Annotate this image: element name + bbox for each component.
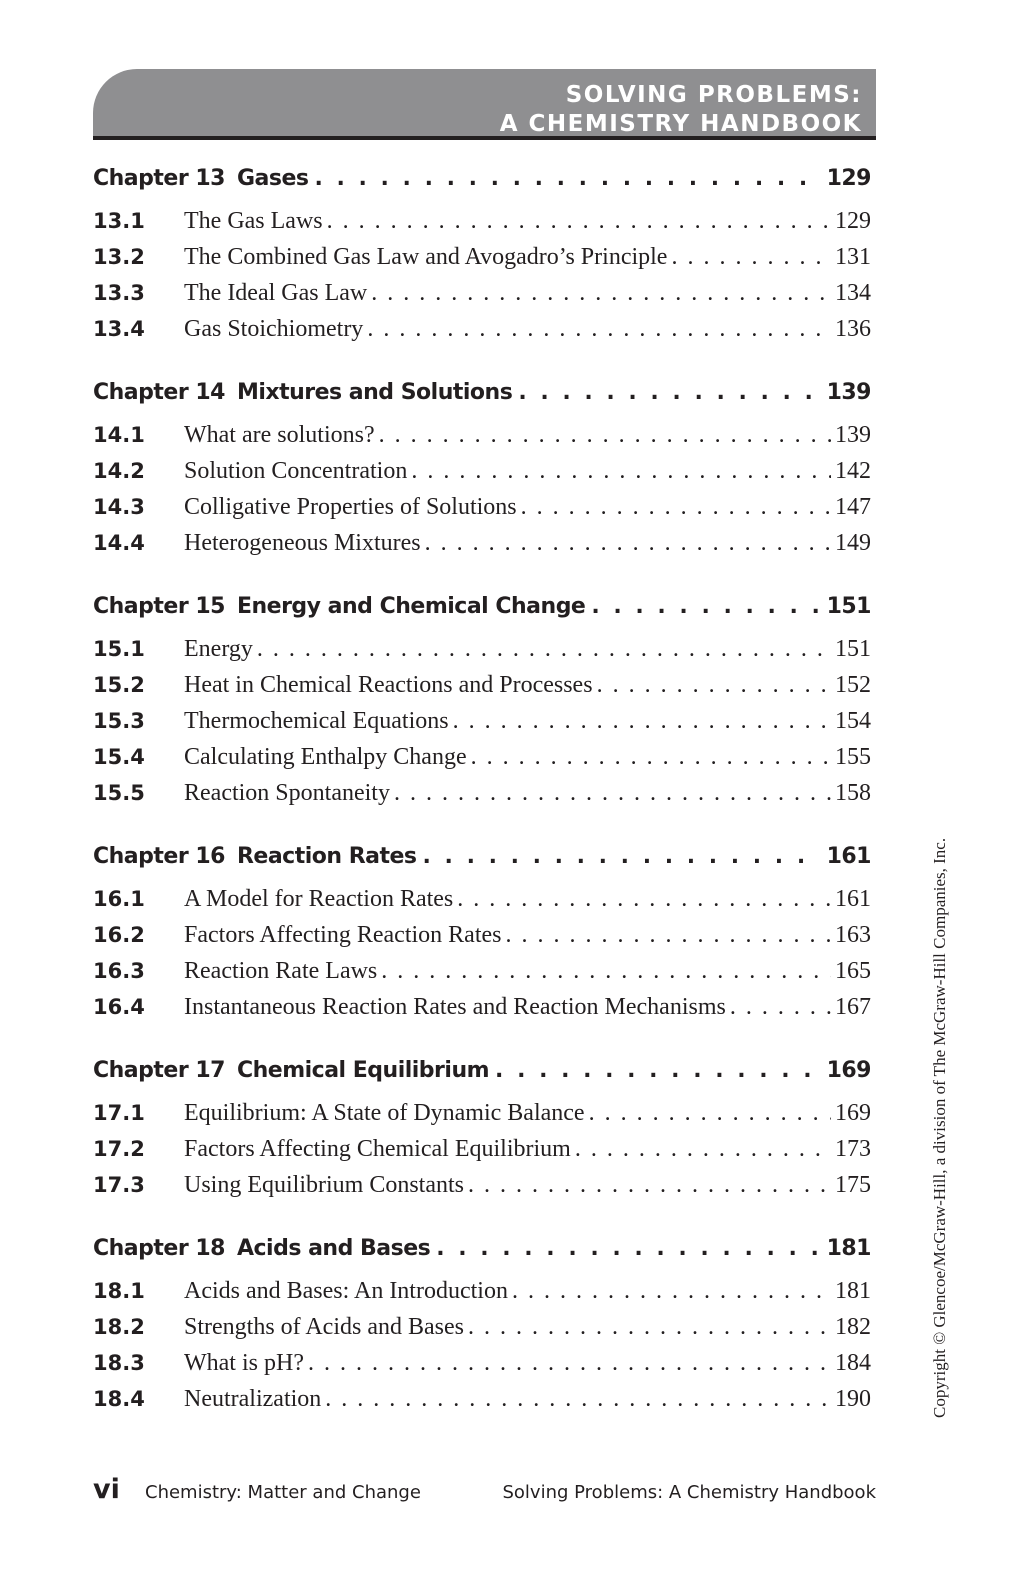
copyright-notice: Copyright © Glencoe/McGraw-Hill, a division of The McGraw-Hill Companies, Inc. [930, 837, 949, 1418]
dot-leader [325, 1386, 831, 1413]
toc-section-entry[interactable] [93, 636, 871, 672]
section-title: Energy [184, 636, 253, 662]
section-number: 17.2 [93, 1137, 145, 1161]
chapter-number: Chapter 18 [93, 1236, 225, 1261]
toc-section-entry[interactable] [93, 1386, 871, 1422]
section-number: 16.2 [93, 923, 145, 947]
chapter-page-number: 139 [826, 380, 871, 405]
chapter-number: Chapter 13 [93, 166, 225, 191]
section-number: 18.2 [93, 1315, 145, 1339]
chapter-title: Acids and Bases [236, 1236, 431, 1261]
toc-chapter [93, 1058, 871, 1208]
section-page-number: 161 [835, 886, 871, 912]
section-title: Heterogeneous Mixtures [184, 530, 421, 556]
section-page-number: 169 [835, 1100, 871, 1126]
chapter-page-number: 151 [826, 594, 871, 619]
chapter-page-number: 181 [826, 1236, 871, 1261]
chapter-label [93, 1236, 430, 1261]
section-page-number: 173 [835, 1136, 871, 1162]
section-title: Using Equilibrium Constants [184, 1172, 465, 1198]
dot-leader [589, 1100, 831, 1127]
dot-leader [314, 166, 820, 191]
dot-leader [471, 744, 831, 771]
banner-line-2: A CHEMISTRY HANDBOOK [499, 111, 862, 137]
dot-leader [591, 594, 820, 619]
section-number: 14.4 [93, 531, 145, 555]
section-page-number: 175 [835, 1172, 871, 1198]
section-number: 14.3 [93, 495, 145, 519]
section-number: 16.3 [93, 959, 145, 983]
section-title: Instantaneous Reaction Rates and Reaction Mechanisms [184, 994, 726, 1020]
chapter-title: Chemical Equilibrium [236, 1058, 490, 1083]
chapter-title: Mixtures and Solutions [236, 380, 513, 405]
chapter-heading[interactable] [93, 380, 871, 416]
section-title: What is pH? [184, 1350, 304, 1376]
chapter-heading[interactable] [93, 844, 871, 880]
chapter-heading[interactable] [93, 594, 871, 630]
chapter-heading[interactable] [93, 166, 871, 202]
toc-section-entry[interactable] [93, 1314, 871, 1350]
chapter-page-number: 169 [826, 1058, 871, 1083]
section-title: Factors Affecting Chemical Equilibrium [184, 1136, 571, 1162]
toc-section-entry[interactable] [93, 958, 871, 994]
section-title: Gas Stoichiometry [184, 316, 364, 342]
section-number: 14.1 [93, 423, 145, 447]
chapter-label [93, 1058, 489, 1083]
chapter-number: Chapter 15 [93, 594, 225, 619]
page-footer [93, 1474, 876, 1510]
toc-section-entry[interactable] [93, 780, 871, 816]
chapter-number: Chapter 14 [93, 380, 225, 405]
page-number: vi [93, 1474, 120, 1505]
toc-section-entry[interactable] [93, 994, 871, 1030]
toc-section-entry[interactable] [93, 886, 871, 922]
section-title: Factors Affecting Reaction Rates [184, 922, 502, 948]
section-page-number: 182 [835, 1314, 871, 1340]
section-banner [93, 69, 876, 140]
dot-leader [371, 280, 831, 307]
section-page-number: 152 [835, 672, 871, 698]
section-title: Solution Concentration [184, 458, 408, 484]
toc-chapter [93, 380, 871, 566]
toc-section-entry[interactable] [93, 1350, 871, 1386]
toc-section-entry[interactable] [93, 244, 871, 280]
toc-section-entry[interactable] [93, 422, 871, 458]
toc-section-entry[interactable] [93, 458, 871, 494]
banner-title [500, 81, 862, 139]
chapter-title: Gases [236, 166, 309, 191]
chapter-page-number: 129 [826, 166, 871, 191]
section-page-number: 139 [835, 422, 871, 448]
section-page-number: 184 [835, 1350, 871, 1376]
dot-leader [308, 1350, 831, 1377]
section-title: Thermochemical Equations [184, 708, 449, 734]
section-number: 13.4 [93, 317, 145, 341]
section-page-number: 134 [835, 280, 871, 306]
section-page-number: 163 [835, 922, 871, 948]
toc-chapter [93, 594, 871, 816]
section-number: 15.3 [93, 709, 145, 733]
section-title: Strengths of Acids and Bases [184, 1314, 464, 1340]
dot-leader [468, 1172, 831, 1199]
chapter-number: Chapter 16 [93, 844, 225, 869]
section-number: 13.2 [93, 245, 145, 269]
section-page-number: 154 [835, 708, 871, 734]
dot-leader [575, 1136, 831, 1163]
toc-chapter [93, 1236, 871, 1422]
section-number: 18.1 [93, 1279, 145, 1303]
dot-leader [381, 958, 831, 985]
toc-chapter [93, 166, 871, 352]
dot-leader [521, 494, 831, 521]
toc-section-entry[interactable] [93, 672, 871, 708]
section-page-number: 190 [835, 1386, 871, 1412]
toc-section-entry[interactable] [93, 708, 871, 744]
section-title: The Combined Gas Law and Avogadro’s Principle [184, 244, 668, 270]
chapter-heading[interactable] [93, 1236, 871, 1272]
section-title: A Model for Reaction Rates [184, 886, 454, 912]
section-number: 18.4 [93, 1387, 145, 1411]
chapter-title: Energy and Chemical Change [236, 594, 586, 619]
chapter-heading[interactable] [93, 1058, 871, 1094]
section-number: 14.2 [93, 459, 145, 483]
footer-book-title: Chemistry: Matter and Change [145, 1482, 421, 1503]
section-page-number: 129 [835, 208, 871, 234]
section-page-number: 142 [835, 458, 871, 484]
dot-leader [512, 1278, 831, 1305]
chapter-number: Chapter 17 [93, 1058, 225, 1083]
toc-chapter [93, 844, 871, 1030]
dot-leader [425, 530, 831, 557]
section-title: The Gas Laws [184, 208, 323, 234]
section-number: 17.1 [93, 1101, 145, 1125]
dot-leader [423, 844, 821, 869]
toc-section-entry[interactable] [93, 744, 871, 780]
footer-handbook-title: Solving Problems: A Chemistry Handbook [502, 1482, 876, 1503]
section-page-number: 158 [835, 780, 871, 806]
section-title: Colligative Properties of Solutions [184, 494, 517, 520]
dot-leader [453, 708, 831, 735]
dot-leader [379, 422, 831, 449]
chapter-label [93, 594, 585, 619]
toc-section-entry[interactable] [93, 494, 871, 530]
dot-leader [505, 922, 831, 949]
section-number: 15.1 [93, 637, 145, 661]
chapter-title: Reaction Rates [236, 844, 417, 869]
dot-leader [394, 780, 831, 807]
dot-leader [495, 1058, 821, 1083]
chapter-label [93, 380, 512, 405]
section-page-number: 155 [835, 744, 871, 770]
section-page-number: 147 [835, 494, 871, 520]
dot-leader [257, 636, 831, 663]
toc-section-entry[interactable] [93, 1100, 871, 1136]
dot-leader [327, 208, 831, 235]
section-number: 13.3 [93, 281, 145, 305]
table-of-contents [93, 166, 871, 1450]
dot-leader [468, 1314, 831, 1341]
toc-section-entry[interactable] [93, 1136, 871, 1172]
section-title: Equilibrium: A State of Dynamic Balance [184, 1100, 585, 1126]
chapter-page-number: 161 [826, 844, 871, 869]
toc-section-entry[interactable] [93, 530, 871, 566]
dot-leader [367, 316, 831, 343]
section-page-number: 181 [835, 1278, 871, 1304]
chapter-label [93, 844, 417, 869]
toc-section-entry[interactable] [93, 922, 871, 958]
section-title: The Ideal Gas Law [184, 280, 368, 306]
toc-section-entry[interactable] [93, 316, 871, 352]
section-title: Calculating Enthalpy Change [184, 744, 467, 770]
section-page-number: 149 [835, 530, 871, 556]
section-title: Heat in Chemical Reactions and Processes [184, 672, 593, 698]
section-page-number: 151 [835, 636, 871, 662]
section-page-number: 165 [835, 958, 871, 984]
section-title: Reaction Spontaneity [184, 780, 390, 806]
dot-leader [457, 886, 831, 913]
dot-leader [411, 458, 831, 485]
section-page-number: 136 [835, 316, 871, 342]
section-title: Neutralization [184, 1386, 322, 1412]
section-page-number: 131 [835, 244, 871, 270]
toc-section-entry[interactable] [93, 208, 871, 244]
dot-leader [730, 994, 831, 1021]
dot-leader [518, 380, 820, 405]
chapter-label [93, 166, 308, 191]
section-title: Reaction Rate Laws [184, 958, 378, 984]
section-title: Acids and Bases: An Introduction [184, 1278, 508, 1304]
section-number: 13.1 [93, 209, 145, 233]
dot-leader [597, 672, 831, 699]
section-number: 18.3 [93, 1351, 145, 1375]
toc-section-entry[interactable] [93, 1172, 871, 1208]
section-number: 16.4 [93, 995, 145, 1019]
dot-leader [436, 1236, 820, 1261]
section-number: 15.4 [93, 745, 145, 769]
dot-leader [671, 244, 831, 271]
section-number: 15.2 [93, 673, 145, 697]
section-number: 16.1 [93, 887, 145, 911]
section-number: 17.3 [93, 1173, 145, 1197]
section-number: 15.5 [93, 781, 145, 805]
banner-line-1: SOLVING PROBLEMS: [565, 82, 862, 108]
section-title: What are solutions? [184, 422, 375, 448]
toc-section-entry[interactable] [93, 1278, 871, 1314]
toc-section-entry[interactable] [93, 280, 871, 316]
section-page-number: 167 [835, 994, 871, 1020]
